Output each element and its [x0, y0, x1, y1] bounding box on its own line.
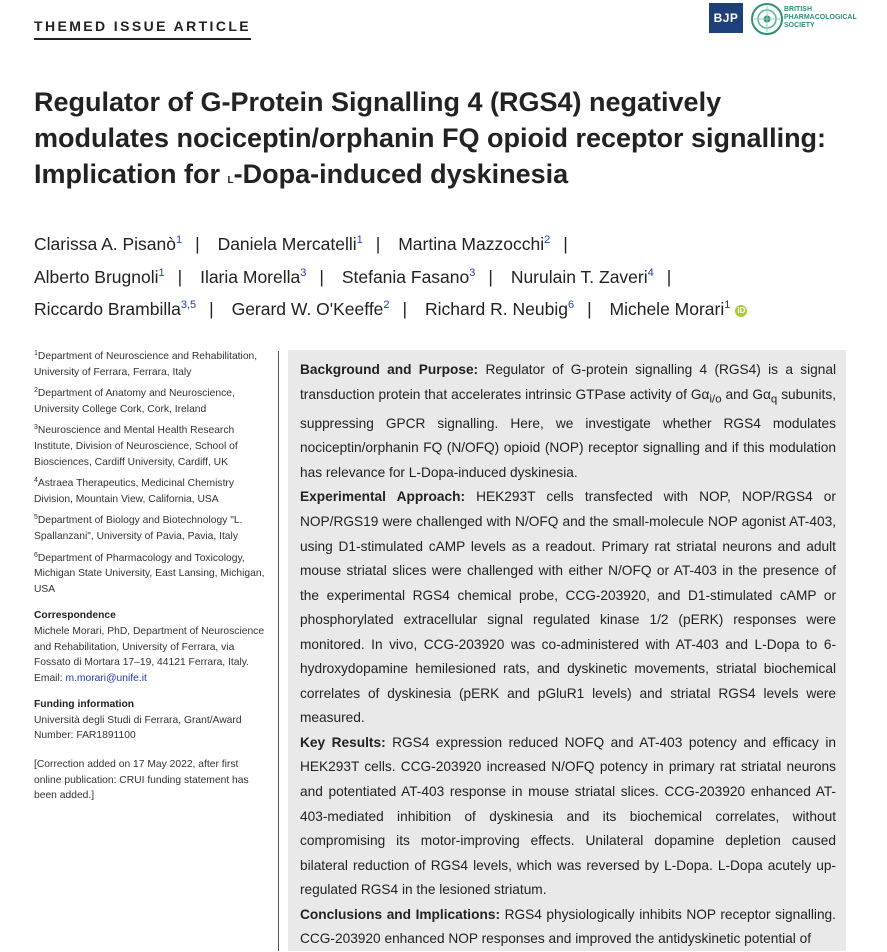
author-affiliation-ref[interactable]: 1: [724, 299, 731, 311]
column-divider: [278, 351, 279, 951]
society-logo-text: BRITISH PHARMACOLOGICAL SOCIETY: [784, 6, 857, 29]
author-name[interactable]: Stefania Fasano: [341, 266, 470, 287]
author-list: Clarissa A. Pisanò$^1$ | Daniela Mercatelli$^1$ | Martina Mazzocchi$^2$ | Alberto Brugnoli$^1$ | Ilaria Morella$^3$ | Stefania Fasano$^3$ | Nurulain T. Zaveri$^4$ | Riccardo Brambilla$^{3,5}$ | Gerard W. O'Keeffe$^2$ | Richard R. Neubig$^6$ | Michele Morari$^1$ iD: [34, 234, 746, 319]
side-column: [34, 346, 266, 804]
bjp-logo[interactable]: BJP: [709, 3, 743, 33]
author-affiliation-ref[interactable]: 1: [158, 266, 165, 279]
author-affiliation-ref[interactable]: 2: [383, 299, 390, 311]
author-affiliation-ref[interactable]: 4: [647, 266, 654, 279]
author-name[interactable]: Alberto Brugnoli: [34, 266, 159, 287]
author-name[interactable]: Riccardo Brambilla: [34, 299, 181, 319]
society-logo-icon: [750, 2, 784, 36]
author-name[interactable]: Martina Mazzocchi: [398, 234, 545, 254]
author-affiliation-ref[interactable]: 3: [300, 266, 307, 279]
correspondence-text: Michele Morari, PhD, Department of Neuroscience and Rehabilitation, University of Ferrara, via Fossato di Mortara 17–19, 44121 Ferrara, Italy. Email: m.morari@unife.it: [34, 625, 265, 684]
abstract-background: Background and Purpose: Regulator of G-protein signalling 4 (RGS4) is a signal transduction protein that accelerates intrinsic GTPase activity of $G\alpha_{i/o}$ and $G\alpha_q$ subunits, suppressing GPCR signalling. Here, we investigate whether RGS4 modulates nociceptin/orphanin FQ (N/OFQ) opioid (NOP) receptor signalling and if this modulation has relevance for L-Dopa-induced dyskinesia.: [300, 362, 836, 480]
author-name[interactable]: Nurulain T. Zaveri: [510, 266, 648, 287]
abstract-conclusions: Conclusions and Implications: RGS4 physiologically inhibits NOP receptor signalling. CCG-203920 enhanced NOP responses and improved the antidyskinetic potential of: [300, 906, 836, 947]
abstract-key-results: Key Results: RGS4 expression reduced NOFQ and AT-403 potency and efficacy in HEK293T cells. CCG-203920 increased N/OFQ potency in primary rat striatal neurons and potentiated AT-403 response in mouse striatal slices. CCG-203920 enhanced AT-403-mediated inhibition of dyskinesia and its biochemical correlates, without compromising its motor-improving effects. Unilateral dopamine depletion caused bilateral reduction of RGS4 levels, which was reversed by L-Dopa. L-Dopa acutely up-regulated RGS4 in the lesioned striatum.: [300, 734, 836, 898]
orcid-icon[interactable]: iD: [737, 306, 746, 315]
funding-text: Università degli Studi di Ferrara, Grant/Award Number: FAR1891100: [34, 714, 242, 742]
correspondence-heading: Correspondence: [34, 610, 116, 622]
author-name[interactable]: Richard R. Neubig: [424, 299, 568, 319]
abstract-experimental-approach: Experimental Approach: HEK293T cells transfected with NOP, NOP/RGS4 or NOP/RGS19 were challenged with N/OFQ and the small-molecule NOP agonist AT-403, using D1-stimulated cAMP levels as a readout. Primary rat striatal neurons and adult mouse striatal slices were challenged with either N/OFQ or AT-403 in the presence of the experimental RGS4 chemical probe, CCG-203920, and D1-stimulated cAMP or phosphorylated extracellular signal regulated kinase 1/2 (pERK) responses were monitored. In vivo, CCG-203920 was co-administered with AT-403 and L-Dopa to 6-hydroxydopamine hemilesioned rats, and dyskinetic movements, striatal biochemical correlates of dyskinesia (pERK and pGluR1 levels) and striatal RGS4 levels were measured.: [300, 489, 836, 726]
affiliation-item: $^4$Astraea Therapeutics, Medicinal Chemistry Division, Mountain View, California, USA: [34, 477, 235, 505]
author-name[interactable]: Daniela Mercatelli: [217, 234, 357, 254]
author-affiliation-ref[interactable]: 3,5: [180, 299, 197, 311]
author-name[interactable]: Clarissa A. Pisanò: [34, 234, 177, 254]
author-name[interactable]: Gerard W. O'Keeffe: [231, 299, 384, 319]
affiliation-item: $^5$Department of Biology and Biotechnology "L. Spallanzani", University of Pavia, Pavia, Italy: [34, 514, 243, 542]
affiliation-item: $^2$Department of Anatomy and Neuroscience, University College Cork, Cork, Ireland: [34, 387, 235, 415]
affiliation-item: $^6$Department of Pharmacology and Toxicology, Michigan State University, East Lansing, Michigan, USA: [34, 551, 265, 595]
author-affiliation-ref[interactable]: 1: [176, 234, 183, 246]
affiliation-item: $^1$Department of Neuroscience and Rehabilitation, University of Ferrara, Ferrara, Italy: [34, 350, 258, 378]
affiliation-item: $^3$Neuroscience and Mental Health Research Institute, Division of Neuroscience, School of Biosciences, Cardiff University, Cardiff, UK: [34, 424, 238, 468]
correction-note: [Correction added on 17 May 2022, after first online publication: CRUI funding statement has been added.]: [34, 759, 249, 802]
author-affiliation-ref[interactable]: 3: [469, 266, 476, 279]
funding-heading: Funding information: [34, 699, 135, 711]
author-name[interactable]: Ilaria Morella: [200, 266, 301, 287]
themed-issue-label: THEMED ISSUE ARTICLE: [34, 18, 252, 34]
email-link[interactable]: m.morari@unife.it: [65, 672, 147, 684]
author-name[interactable]: Michele Morari: [609, 299, 725, 319]
title-text: Regulator of G-Protein Signalling 4 (RGS4) negatively modulates nociceptin/orphanin FQ opioid receptor signalling: Implication for L-Dopa-induced dyskinesia: [34, 87, 827, 189]
author-affiliation-ref[interactable]: 2: [544, 234, 551, 246]
article-title: [34, 84, 854, 199]
themed-issue-underline: [34, 38, 251, 40]
abstract-box: [288, 350, 846, 951]
author-affiliation-ref[interactable]: 6: [567, 299, 575, 311]
author-affiliation-ref[interactable]: 1: [356, 234, 363, 246]
